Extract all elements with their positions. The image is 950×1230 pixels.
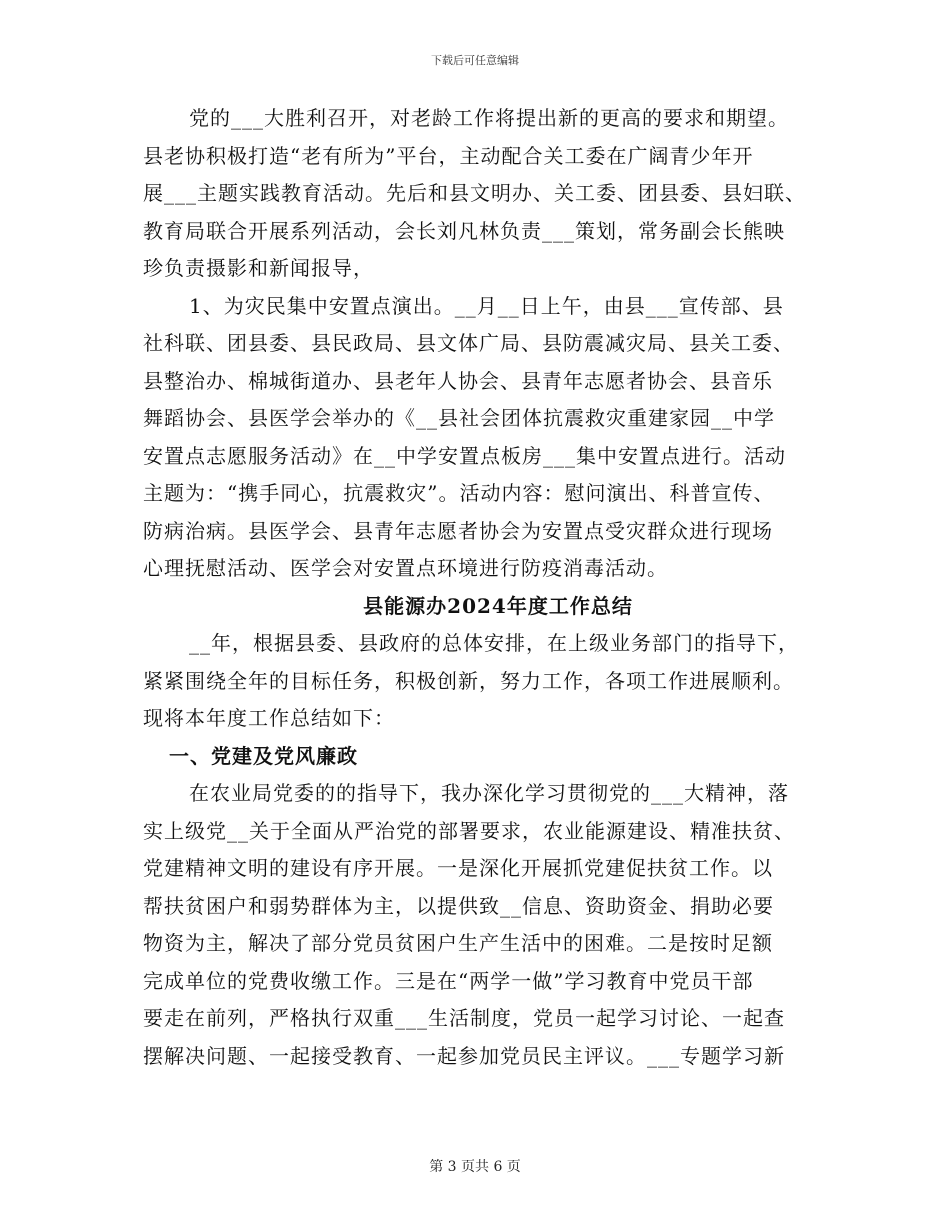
paragraph-line: 完成单位的党费收缴工作。三是在“两学一做”学习教育中党员干部 [143,968,754,993]
paragraph-line: 舞蹈协会、县医学会举办的《__县社会团体抗震救灾重建家园__中学 [143,406,775,430]
page-footer: 第 3 页共 6 页 [429,1159,521,1175]
paragraph-line: 党的___大胜利召开，对老龄工作将提出新的更高的要求和期望。 [189,106,789,130]
paragraph-line: __年，根据县委、县政府的总体安排，在上级业务部门的指导下， [189,631,799,655]
document-body [143,100,813,1075]
paragraph-line: 安置点志愿服务活动》在__中学安置点板房___集中安置点进行。活动 [143,443,786,468]
paragraph-line: 防病治病。县医学会、县青年志愿者协会为安置点受灾群众进行现场 [143,518,773,543]
paragraph-line: 紧紧围绕全年的目标任务，积极创新，努力工作，各项工作进展顺利。 [143,668,794,693]
section-heading: 一、党建及党风廉政 [169,743,358,768]
paragraph-line: 物资为主，解决了部分党员贫困户生产生活中的困难。二是按时足额 [143,931,773,955]
paragraph-line: 县整治办、棉城街道办、县老年人协会、县青年志愿者协会、县音乐 [143,368,773,393]
page-header: 下载后可任意编辑 [431,54,519,67]
paragraph-line: 党建精神文明的建设有序开展。一是深化开展抓党建促扶贫工作。以 [143,856,773,880]
paragraph-line: 社科联、团县委、县民政局、县文体广局、县防震减灾局、县关工委、 [143,331,794,355]
paragraph-line: 县老协积极打造“老有所为”平台，主动配合关工委在广阔青少年开 [143,143,754,168]
paragraph-line: 珍负责摄影和新闻报导， [143,256,374,280]
paragraph-line: 主题为：“携手同心，抗震救灾”。活动内容：慰问演出、科普宣传、 [143,481,775,505]
paragraph-line: 1、为灾民集中安置点演出。__月__日上午，由县___宣传部、县 [189,293,784,318]
paragraph-line: 现将本年度工作总结如下： [143,706,395,730]
paragraph-line: 帮扶贫困户和弱势群体为主，以提供致__信息、资助资金、捐助必要 [143,893,774,918]
paragraph-line: 在农业局党委的的指导下，我办深化学习贯彻党的___大精神，落 [189,781,789,805]
paragraph-line: 要走在前列，严格执行双重___生活制度，党员一起学习讨论、一起查 [143,1006,785,1030]
paragraph-line: 摆解决问题、一起接受教育、一起参加党员民主评议。___专题学习新 [143,1043,785,1068]
document-title: 县能源办2024年度工作总结 [363,593,633,618]
paragraph-line: 心理抚慰活动、医学会对安置点环境进行防疫消毒活动。 [143,556,668,580]
paragraph-line: 教育局联合开展系列活动，会长刘凡林负责___策划，常务副会长熊映 [143,218,785,243]
paragraph-line: 实上级党__关于全面从严治党的部署要求，农业能源建设、精准扶贫、 [143,818,795,843]
paragraph-line: 展___主题实践教育活动。先后和县文明办、关工委、团县委、县妇联、 [143,181,806,205]
